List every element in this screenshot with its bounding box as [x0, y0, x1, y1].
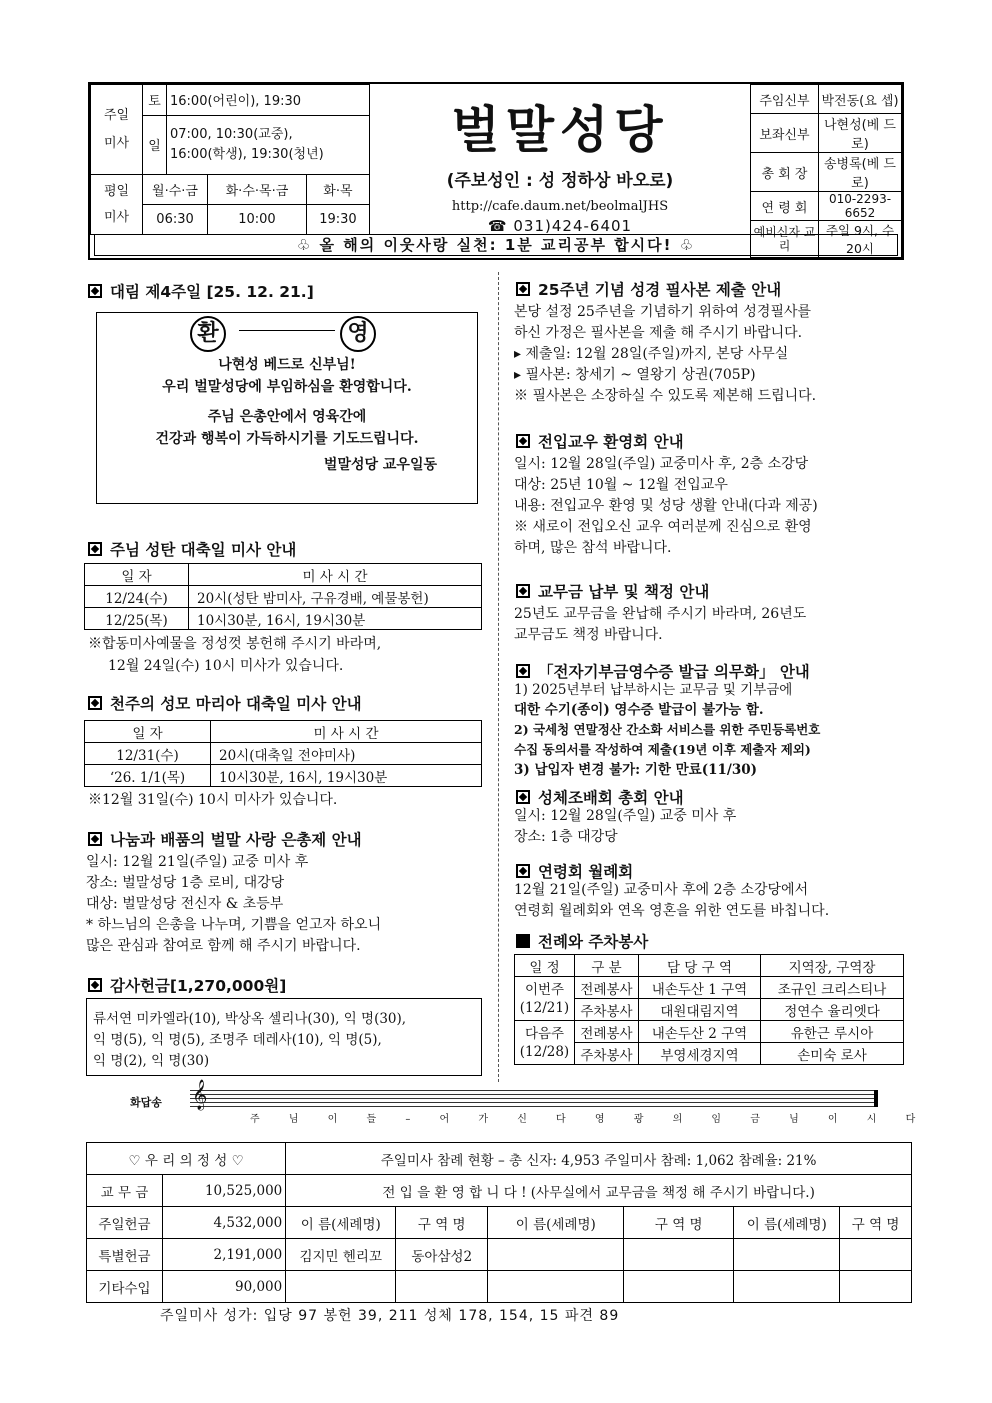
advent-title — [88, 280, 314, 302]
offering-value: 10,525,000 — [163, 1175, 286, 1207]
weekday-time1: 06:30 — [143, 205, 208, 235]
final-barline-icon — [874, 1090, 878, 1107]
elder-body — [514, 880, 829, 922]
section-bullet-filled-icon — [516, 934, 530, 948]
offering-label: 주일헌금 — [87, 1207, 163, 1239]
welcome-line: 주님 은총안에서 영육간에 — [207, 409, 367, 425]
weekday-time3: 19:30 — [306, 205, 369, 235]
welcome-signature: 벌말성당 교우일동 — [323, 457, 437, 473]
elder-line: 12월 21일(주일) 교중미사 후에 2층 소강당에서 — [514, 882, 809, 898]
section-bullet-icon — [516, 434, 530, 448]
table-cell: 유한근 루시아 — [761, 1021, 904, 1043]
table-cell: 10시30분, 16시, 19시30분 — [211, 765, 482, 787]
table-cell: 정연수 율리엣다 — [761, 999, 904, 1021]
newcomer-line: 하며, 많은 참석 바랍니다. — [514, 540, 672, 556]
sunday-times — [167, 115, 370, 174]
empty-cell — [840, 1271, 912, 1303]
christmas-note: 12월 24일(수) 10시 미사가 있습니다. — [108, 658, 344, 674]
newcomer-line: ※ 새로이 전입오신 교우 여러분께 진심으로 환영 — [514, 519, 812, 535]
table-header: 담 당 구 역 — [639, 955, 761, 977]
mass-schedule-table — [90, 84, 370, 235]
table-row — [85, 586, 482, 608]
sunday-label: 일 — [143, 115, 167, 174]
weekday-time2: 10:00 — [208, 205, 307, 235]
section-bullet-icon — [516, 864, 530, 878]
eucharist-title — [516, 786, 684, 808]
phone-number: ☎ 031)424-6401 — [487, 217, 633, 235]
name-header: 이 름(세례명) — [286, 1207, 396, 1239]
bulletin-header — [88, 82, 904, 260]
staff-line — [190, 1090, 878, 1091]
newcomer-line: 대상: 25년 10월 ~ 12월 전입교우 — [514, 477, 728, 493]
newcomer-area: 동아삼성2 — [396, 1239, 488, 1271]
staff-name: 나현성(베 드 로) — [819, 114, 902, 153]
name-header: 이 름(세례명) — [734, 1207, 840, 1239]
table-cell: 12/31(수) — [85, 743, 211, 765]
table-cell: 20시(성탄 밤미사, 구유경배, 예물봉헌) — [189, 586, 482, 608]
table-cell: 20시(대축일 전야미사) — [211, 743, 482, 765]
table-header: 미 사 시 간 — [189, 564, 482, 586]
section-bullet-icon — [88, 542, 102, 556]
bible-body — [514, 302, 816, 407]
parish-title: 벌말성당 — [451, 100, 669, 159]
staff-role: 연 령 회 — [751, 192, 819, 221]
thanks-line: 류서연 미카엘라(10), 박상옥 셀리나(30), 익 명(30), — [93, 1011, 407, 1027]
area-header: 구 역 명 — [624, 1207, 734, 1239]
weekday-col1: 월·수·금 — [143, 175, 208, 205]
service-title — [516, 930, 648, 952]
welcome-wreath-left-icon: 환 — [190, 316, 226, 352]
receipt-line: 2) 국세청 연말정산 간소화 서비스를 위한 주민등록번호 — [514, 722, 821, 737]
receipt-body — [514, 680, 820, 780]
table-header: 일 자 — [85, 721, 211, 743]
staff-role: 총 회 장 — [751, 153, 819, 192]
table-cell: 내손두산 2 구역 — [639, 1021, 761, 1043]
welcome-line: 나현성 베드로 신부님! — [218, 357, 356, 373]
receipt-line: 대한 수기(종이) 영수증 발급이 불가능 함. — [514, 702, 764, 718]
staff-role: 보좌신부 — [751, 114, 819, 153]
offering-label: 기타수입 — [87, 1271, 163, 1303]
empty-cell — [734, 1271, 840, 1303]
bible-title — [516, 278, 781, 300]
eucharist-line: 장소: 1층 대강당 — [514, 829, 618, 845]
receipt-title-text: 「전자기부금영수증 발급 의무화」 안내 — [538, 663, 810, 681]
table-cell: ‘26. 1/1(목) — [85, 765, 211, 787]
newcomer-banner: 전 입 을 환 영 합 니 다 ! (사무실에서 교무금을 책정 해 주시기 바랍니다.) — [286, 1175, 912, 1207]
mary-title — [88, 692, 362, 714]
elder-title — [516, 860, 633, 882]
offering-label: 교 무 금 — [87, 1175, 163, 1207]
table-row — [515, 977, 904, 999]
section-bullet-icon — [516, 790, 530, 804]
table-cell: 다음주 (12/28) — [515, 1021, 575, 1065]
mary-title-text: 천주의 성모 마리아 대축일 미사 안내 — [110, 695, 362, 713]
section-bullet-icon — [516, 584, 530, 598]
column-divider — [498, 272, 499, 1082]
staff-line — [190, 1102, 878, 1103]
christmas-title-text: 주님 성탄 대축일 미사 안내 — [110, 541, 297, 559]
staff-role: 주임신부 — [751, 85, 819, 114]
psalm-label: 화답송 — [130, 1096, 162, 1109]
sharing-line: 많은 관심과 참여로 함께 해 주시기 바랍니다. — [86, 938, 361, 954]
table-cell: 주차봉사 — [575, 999, 639, 1021]
staff-name: 송병록(베 드 로) — [819, 153, 902, 192]
cafe-url[interactable]: http://cafe.daum.net/beolmalJHS — [451, 199, 669, 214]
staff-table — [750, 84, 902, 258]
dues-line: 25년도 교무금을 완납해 주시기 바라며, 26년도 — [514, 606, 807, 622]
table-cell: 이번주 (12/21) — [515, 977, 575, 1021]
sharing-line: 대상: 벌말성당 전신자 & 초등부 — [86, 896, 284, 912]
newcomer-line: 내용: 전입교우 환영 및 성당 생활 안내(다과 제공) — [514, 498, 818, 514]
psalm-lyrics: 주 님 이 들 – 어 가 신 다 영 광 의 임 금 님 이 시 다 — [250, 1114, 929, 1125]
newcomer-title-text: 전입교우 환영회 안내 — [538, 433, 684, 451]
attendance-summary: 주일미사 참례 현황 – 총 신자: 4,953 주일미사 참례: 1,062 참례율: 21% — [286, 1143, 912, 1175]
newcomer-line: 일시: 12월 28일(주일) 교중미사 후, 2층 소강당 — [514, 456, 809, 472]
staff-name: 010-2293-6652 — [819, 192, 902, 221]
table-header: 지역장, 구역장 — [761, 955, 904, 977]
table-cell: 12/24(수) — [85, 586, 189, 608]
empty-cell — [840, 1239, 912, 1271]
offering-value: 2,191,000 — [163, 1239, 286, 1271]
sharing-line: 장소: 벌말성당 1층 로비, 대강당 — [86, 875, 285, 891]
newcomer-title — [516, 430, 684, 452]
staff-line — [190, 1094, 878, 1095]
thanks-title-text: 감사헌금[1,270,000원] — [110, 977, 287, 995]
bible-line: ※ 필사본은 소장하실 수 있도록 제본해 드립니다. — [514, 388, 817, 404]
table-header: 미 사 시 간 — [211, 721, 482, 743]
sharing-line: 일시: 12월 21일(주일) 교중 미사 후 — [86, 854, 309, 870]
sharing-title-text: 나눔과 배품의 벌말 사랑 은총제 안내 — [110, 831, 362, 849]
advent-title-text: 대림 제4주일 [25. 12. 21.] — [110, 283, 314, 301]
table-cell: 손미숙 로사 — [761, 1043, 904, 1065]
welcome-line: 건강과 행복이 가득하시기를 기도드립니다. — [155, 431, 419, 447]
newcomer-name: 김지민 헨리꼬 — [286, 1239, 396, 1271]
staff-role: 예비신자 교 리 — [751, 221, 819, 258]
offering-value: 4,532,000 — [163, 1207, 286, 1239]
mary-table — [84, 720, 482, 787]
yearly-banner: ♧ 올 해의 이웃사랑 실천: 1분 교리공부 합시다! ♧ — [94, 234, 898, 256]
welcome-wreath-right-icon: 영 — [340, 316, 376, 352]
name-header: 이 름(세례명) — [488, 1207, 624, 1239]
sharing-line: * 하느님의 은총을 나누며, 기쁨을 얻고자 하오니 — [86, 917, 382, 933]
christmas-table — [84, 563, 482, 630]
sunday-times-line1: 07:00, 10:30(교중), — [170, 126, 293, 142]
thanks-line: 익 명(5), 익 명(5), 조명주 데레사(10), 익 명(5), — [93, 1032, 382, 1048]
table-cell: 전례봉사 — [575, 1021, 639, 1043]
thanks-line: 익 명(2), 익 명(30) — [93, 1053, 210, 1069]
christmas-title — [88, 538, 296, 560]
table-row — [85, 765, 482, 787]
offering-heading: ♡ 우 리 의 정 성 ♡ — [87, 1143, 286, 1175]
welcome-lines — [97, 354, 477, 476]
sharing-body — [86, 852, 381, 957]
table-header: 일 정 — [515, 955, 575, 977]
offering-table — [86, 1142, 912, 1303]
dues-title-text: 교무금 납부 및 책정 안내 — [538, 583, 710, 601]
receipt-line: 3) 납입자 변경 불가: 기한 만료(11/30) — [514, 762, 757, 778]
area-header: 구 역 명 — [840, 1207, 912, 1239]
empty-cell — [488, 1239, 624, 1271]
table-cell: 12/25(목) — [85, 608, 189, 630]
christmas-note: ※합동미사예물을 정성껏 봉헌해 주시기 바라며, — [88, 636, 382, 652]
elder-line: 연령회 월례회와 연옥 영혼을 위한 연도를 바칩니다. — [514, 903, 830, 919]
thanks-title — [88, 974, 286, 996]
offering-value: 90,000 — [163, 1271, 286, 1303]
empty-cell — [734, 1239, 840, 1271]
section-bullet-icon — [88, 832, 102, 846]
sunday-mass-label: 주일 미사 — [91, 85, 143, 175]
receipt-line: 1) 2025년부터 납부하시는 교무금 및 기부금에 — [514, 682, 793, 698]
patron-saint: (주보성인 : 성 정하상 바오로) — [446, 171, 674, 191]
table-row — [85, 743, 482, 765]
dues-body — [514, 604, 806, 646]
empty-cell — [286, 1271, 396, 1303]
staff-name: 주일 9시, 수 20시 — [819, 221, 902, 258]
bible-line: ▸ 필사본: 창세기 ~ 열왕기 상권(705P) — [514, 367, 756, 383]
staff-name: 박전동(요 셉) — [819, 85, 902, 114]
section-bullet-icon — [88, 284, 102, 298]
offering-label: 특별헌금 — [87, 1239, 163, 1271]
table-header: 일 자 — [85, 564, 189, 586]
sunday-times-line2: 16:00(학생), 19:30(청년) — [170, 146, 324, 162]
section-bullet-icon — [516, 664, 530, 678]
table-cell: 대원대림지역 — [639, 999, 761, 1021]
section-bullet-icon — [88, 978, 102, 992]
empty-cell — [624, 1239, 734, 1271]
table-cell: 전례봉사 — [575, 977, 639, 999]
weekday-col3: 화·목 — [306, 175, 369, 205]
psalm-music-staff — [130, 1080, 929, 1125]
staff-line — [190, 1106, 878, 1107]
welcome-box — [96, 312, 478, 504]
hymn-numbers: 주일미사 성가: 입당 97 봉헌 39, 211 성체 178, 154, 15 파견 89 — [160, 1308, 620, 1324]
bible-line: 하신 가정은 필사본을 제출 해 주시기 바랍니다. — [514, 325, 803, 341]
eucharist-body — [514, 806, 736, 848]
area-header: 구 역 명 — [396, 1207, 488, 1239]
mary-note: ※12월 31일(수) 10시 미사가 있습니다. — [88, 792, 338, 808]
receipt-title — [516, 660, 810, 682]
empty-cell — [396, 1271, 488, 1303]
section-bullet-icon — [88, 696, 102, 710]
table-row — [515, 1021, 904, 1043]
newcomer-body — [514, 454, 818, 559]
service-table — [514, 954, 904, 1065]
table-row — [85, 608, 482, 630]
saturday-label: 토 — [143, 85, 167, 116]
thanks-box — [86, 998, 482, 1076]
receipt-line: 수집 동의서를 작성하여 제출(19년 이후 제출자 제외) — [514, 742, 811, 757]
table-cell: 내손두산 1 구역 — [639, 977, 761, 999]
sharing-title — [88, 828, 362, 850]
section-bullet-icon — [516, 282, 530, 296]
eucharist-line: 일시: 12월 28일(주일) 교중 미사 후 — [514, 808, 737, 824]
weekday-col2: 화·수·목·금 — [208, 175, 307, 205]
table-cell: 10시30분, 16시, 19시30분 — [189, 608, 482, 630]
empty-cell — [488, 1271, 624, 1303]
table-cell: 조규인 크리스티나 — [761, 977, 904, 999]
elder-title-text: 연령회 월례회 — [538, 863, 634, 881]
table-cell: 부영세경지역 — [639, 1043, 761, 1065]
eucharist-title-text: 성체조배회 총회 안내 — [538, 789, 684, 807]
table-cell: 주차봉사 — [575, 1043, 639, 1065]
weekday-mass-label: 평일 미사 — [91, 175, 143, 235]
service-title-text: 전례와 주차봉사 — [538, 933, 649, 951]
staff-line — [190, 1098, 878, 1099]
welcome-top-rule — [97, 312, 477, 313]
bible-title-text: 25주년 기념 성경 필사본 제출 안내 — [538, 281, 782, 299]
table-header: 구 분 — [575, 955, 639, 977]
welcome-center-rule — [239, 330, 335, 331]
saturday-times: 16:00(어린이), 19:30 — [167, 85, 370, 116]
bible-line: ▸ 제출일: 12월 28일(주일)까지, 본당 사무실 — [514, 346, 789, 362]
empty-cell — [624, 1271, 734, 1303]
parish-title-block — [370, 84, 750, 234]
treble-clef-icon: 𝄞 — [192, 1080, 208, 1110]
bible-line: 본당 설정 25주년을 기념하기 위하여 성경필사를 — [514, 304, 812, 320]
welcome-line: 우리 벌말성당에 부임하심을 환영합니다. — [162, 379, 412, 395]
dues-line: 교무금도 책정 바랍니다. — [514, 627, 663, 643]
dues-title — [516, 580, 709, 602]
